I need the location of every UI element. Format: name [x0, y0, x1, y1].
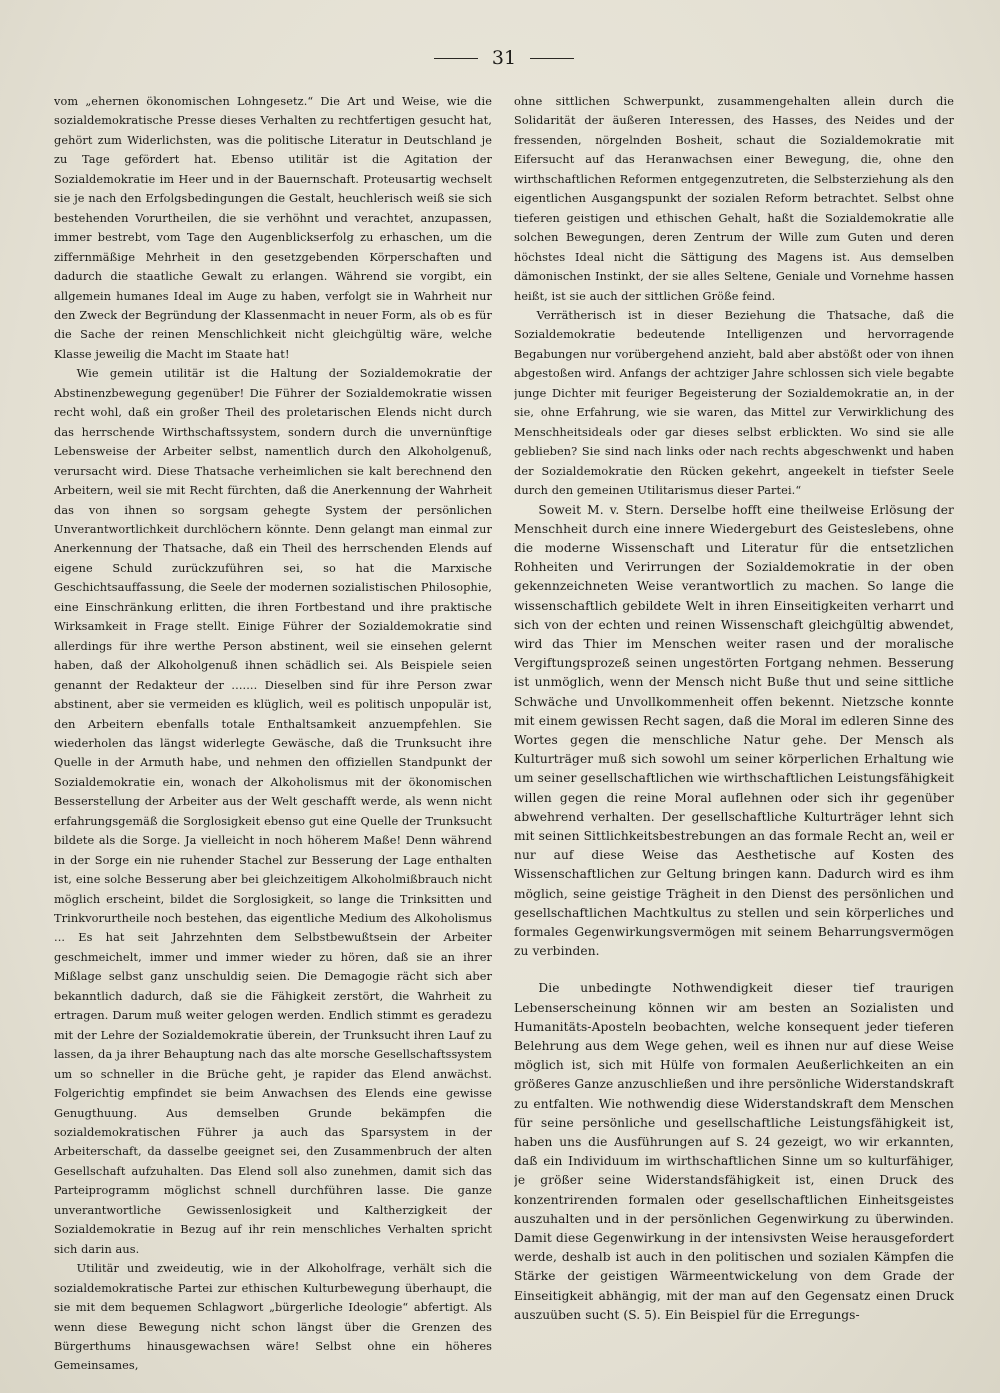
paragraph: Wie gemein utilitär ist die Haltung der Sozialdemokratie der Abstinenzbewegung gegenüber! Die Führer der Sozialdemokratie wissen recht wohl, daß ein großer Theil des proletarischen Elends nicht durch das herrschende Wirthschaftssystem, sondern durch die unvernünftige Lebensweise der Arbeiter selbst, namentlich durch den Alkoholgenuß, verursacht wird. Diese Thatsache verheimlichen sie kalt berechnend den Arbeitern, weil sie mit Recht fürchten, daß die Anerkennung der Wahrheit das von ihnen so sorgsam gehegte System der persönlichen Unverantwortlichkeit durchlöchern könnte. Denn gelangt man einmal zur Anerkennung der Thatsache, daß ein Theil des herrschenden Elends auf eigene Schuld zurückzuführen sei, so hat die Marxische Geschichtsauffassung, die Seele der modernen sozialistischen Philosophie, eine Einschränkung erlitten, die ihren Fortbestand und ihre praktische Wirksamkeit in Frage stellt. Einige Führer der Sozialdemokratie sind allerdings für ihre werthe Person abstinent, weil sie einsehen gelernt haben, daß der Alkoholgenuß ihnen schädlich sei. Als Beispiele seien genannt der Redakteur der ....... Dieselben sind für ihre Person zwar abstinent, aber sie vermeiden es klüglich, weil es politisch unpopulär ist, den Arbeitern ebenfalls totale Enthaltsamkeit anzuempfehlen. Sie wiederholen das längst widerlegte Gewäsche, daß die Trunksucht ihre Quelle in der Armuth habe, und nehmen den offiziellen Standpunkt der Sozialdemokratie ein, wonach der Alkoholismus mit der ökonomischen Besserstellung der Arbeiter aus der Welt geschafft werde, als wenn nicht erfahrungsgemäß die Sorglosigkeit ebenso gut eine Quelle der Trunksucht bildete als die Sorge. Ja vielleicht in noch höherem Maße! Denn während in der Sorge ein nie ruhender Stachel zur Besserung der Lage enthalten ist, eine solche Besserung aber bei gleichzeitigem Alkoholmißbrauch nicht möglich erscheint, bildet die Sorglosigkeit, so lange die Trinksitten und Trinkvorurtheile noch bestehen, das eigentliche Medium des Alkoholismus ... Es hat seit Jahrzehnten dem Selbstbewußtsein der Arbeiter geschmeichelt, immer und immer wieder zu hören, daß sie an ihrer Mißlage selbst ganz unschuldig seien. Die Demagogie rächt sich aber bekanntlich dadurch, daß sie die Fähigkeit zerstört, die Wahrheit zu ertragen. Darum muß weiter gelogen werden. Endlich stimmt es geradezu mit der Lehre der Sozialdemokratie überein, der Trunksucht ihren Lauf zu lassen, da ja ihrer Behauptung nach das alte morsche Gesellschaftssystem um so schneller in die Brüche geht, je rapider das Elend anwächst. Folgerichtig empfindet sie beim Anwachsen des Elends eine gewisse Genugthuung. Aus demselben Grunde bekämpfen die sozialdemokratischen Führer ja auch das Sparsystem in der Arbeiterschaft, da dasselbe geeignet sei, den Zusammenbruch der alten Gesellschaft aufzuhalten. Das Elend soll also zunehmen, damit sich das Parteiprogramm möglichst schnell durchführen lasse. Die ganze unverantwortliche Gewissenlosigkeit und Kaltherzigkeit der Sozialdemokratie in Bezug auf ihr rein menschliches Verhalten spricht sich darin aus.	[54, 367, 492, 1256]
left-column	[54, 92, 492, 1392]
paragraph: Soweit M. v. Stern. Derselbe hofft eine theilweise Erlösung der Menschheit durch eine innere Wiedergeburt des Geisteslebens, ohne die moderne Wissenschaft und Literatur für die entsetzlichen Rohheiten und Verirrungen der Sozialdemokratie in der oben gekennzeichneten Weise verantwortlich zu machen. So lange die wissenschaftlich gebildete Welt in ihren Einseitigkeiten verharrt und sich von der echten und reinen Wissenschaft gleichgültig abwendet, wird das Thier im Menschen weiter rasen und der moralische Vergiftungsprozeß seinen ungestörten Fortgang nehmen. Besserung ist unmöglich, wenn der Mensch nicht Buße thut und seine sittliche Schwäche und Unvollkommenheit offen bekennt. Nietzsche konnte mit einem gewissen Recht sagen, daß die Moral im edleren Sinne des Wortes gegen die menschliche Natur gehe. Der Mensch als Kulturträger muß sich sowohl um seiner körperlichen Erhaltung wie um seiner gesellschaftlichen wie wirthschaftlichen Leistungsfähigkeit willen gegen die reine Moral auflehnen oder sich ihr gegenüber abwehrend verhalten. Der gesellschaftliche Kulturträger lehnt sich mit seinen Sittlichkeitsbestrebungen an das formale Recht an, weil er nur auf diese Weise das Aesthetische auf Kosten des Wissenschaftlichen zur Geltung bringen kann. Dadurch wird es ihm möglich, seine geistige Trägheit in den Dienst des persönlichen und gesellschaftlichen Machtkultus zu stellen und sein körperliches und formales Gegenwirkungsvermögen mit seinem Beharrungsvermögen zu verbinden.	[514, 502, 954, 959]
right-column	[514, 92, 954, 1392]
paragraph: Utilitär und zweideutig, wie in der Alkoholfrage, verhält sich die sozialdemokratische Partei zur ethischen Kulturbewegung überhaupt, die sie mit dem bequemen Schlagwort „bürgerliche Ideologie“ abfertigt. Als wenn diese Bewegung nicht schon längst über die Grenzen des Bürgerthums hinausgewachsen wäre! Selbst ohne ein höheres Gemeinsames,	[54, 1262, 492, 1373]
text-columns	[54, 92, 954, 1392]
header-rule-right	[530, 58, 574, 59]
paragraph-gap	[514, 961, 954, 979]
page-number: 31	[491, 47, 517, 69]
page-header	[54, 40, 954, 76]
header-rule-left	[434, 58, 478, 59]
paragraph: vom „ehernen ökonomischen Lohngesetz.“ Die Art und Weise, wie die sozialdemokratische Presse dieses Verhalten zu rechtfertigen gesucht hat, gehört zum Widerlichsten, was die politische Literatur in Deutschland je zu Tage gefördert hat. Ebenso utilitär ist die Agitation der Sozialdemokratie im Heer und in der Bauernschaft. Proteusartig wechselt sie je nach den Erfolgsbedingungen die Gestalt, heuchlerisch weiß sie sich bestehenden Vorurtheilen, die sie verhöhnt und verachtet, anzupassen, immer bestrebt, vom Tage den Augenblickserfolg zu erhaschen, um die ziffernmäßige Mehrheit in den gesetzgebenden Körperschaften und dadurch die staatliche Gewalt zu erlangen. Während sie vorgibt, ein allgemein humanes Ideal im Auge zu haben, verfolgt sie in Wahrheit nur den Zweck der Begründung der Klassenmacht in neuer Form, als ob es für die Sache der reinen Menschlichkeit nicht gleichgültig wäre, welche Klasse jeweilig die Macht im Staate hat!	[54, 95, 492, 361]
paragraph: Die unbedingte Nothwendigkeit dieser tief traurigen Lebenserscheinung können wir am besten an Sozialisten und Humanitäts-Aposteln beobachten, welche konsequent jeder tieferen Belehrung aus dem Wege gehen, weil es ihnen nur auf diese Weise möglich ist, sich mit Hülfe von formalen Aeußerlichkeiten an ein größeres Ganze anzuschließen und ihre persönliche Widerstandskraft zu entfalten. Wie nothwendig diese Widerstandskraft dem Menschen für seine persönliche und gesellschaftliche Leistungsfähigkeit ist, haben uns die Ausführungen auf S. 24 gezeigt, wo wir erkannten, daß ein Individuum im wirthschaftlichen Sinne um so kulturfähiger, je größer seine Widerstandsfähigkeit ist, einen Druck des konzentrirenden formalen oder gesellschaftlichen Einheitsgeistes auszuhalten und in der persönlichen Gegenwirkung zu überwinden. Damit diese Gegenwirkung in der intensivsten Weise herausgefordert werde, deshalb ist auch in den politischen und sozialen Kämpfen die Stärke der geistigen Wärmeentwickelung von dem Grade der Einseitigkeit abhängig, mit der man auf den Gegensatz einen Druck auszuüben sucht (S. 5). Ein Beispiel für die Erregungs-	[514, 981, 954, 1322]
paragraph: Verrätherisch ist in dieser Beziehung die Thatsache, daß die Sozialdemokratie bedeutende Intelligenzen und hervorragende Begabungen nur vorübergehend anzieht, bald aber abstößt oder von ihnen abgestoßen wird. Anfangs der achtziger Jahre schlossen sich viele begabte junge Dichter mit feuriger Begeisterung der Sozialdemokratie an, in der sie, ohne Erfahrung, wie sie waren, das Mittel zur Verwirklichung des Menschheitsideals oder gar dieses selbst erblickten. Wo sind sie alle geblieben? Sie sind nach links oder nach rechts abgeschwenkt und haben der Sozialdemokratie den Rücken gekehrt, angeekelt in tiefster Seele durch den gemeinen Utilitarismus dieser Partei.“	[514, 308, 954, 498]
paragraph: ohne sittlichen Schwerpunkt, zusammengehalten allein durch die Solidarität der äußeren Interessen, des Hasses, des Neides und der fressenden, nörgelnden Bosheit, schaut die Sozialdemokratie mit Eifersucht auf das Heranwachsen einer Bewegung, die, ohne den wirthschaftlichen Reformen entgegenzutreten, die Selbsterziehung als den eigentlichen Ausgangspunkt der sozialen Reform betrachtet. Selbst ohne tieferen geistigen und ethischen Gehalt, haßt die Sozialdemokratie alle solchen Bewegungen, deren Zentrum der Wille zum Guten und deren höchstes Ideal nicht die Sättigung des Magens ist. Aus demselben dämonischen Instinkt, der sie alles Seltene, Geniale und Vornehme hassen heißt, ist sie auch der sittlichen Größe feind.	[514, 95, 954, 303]
